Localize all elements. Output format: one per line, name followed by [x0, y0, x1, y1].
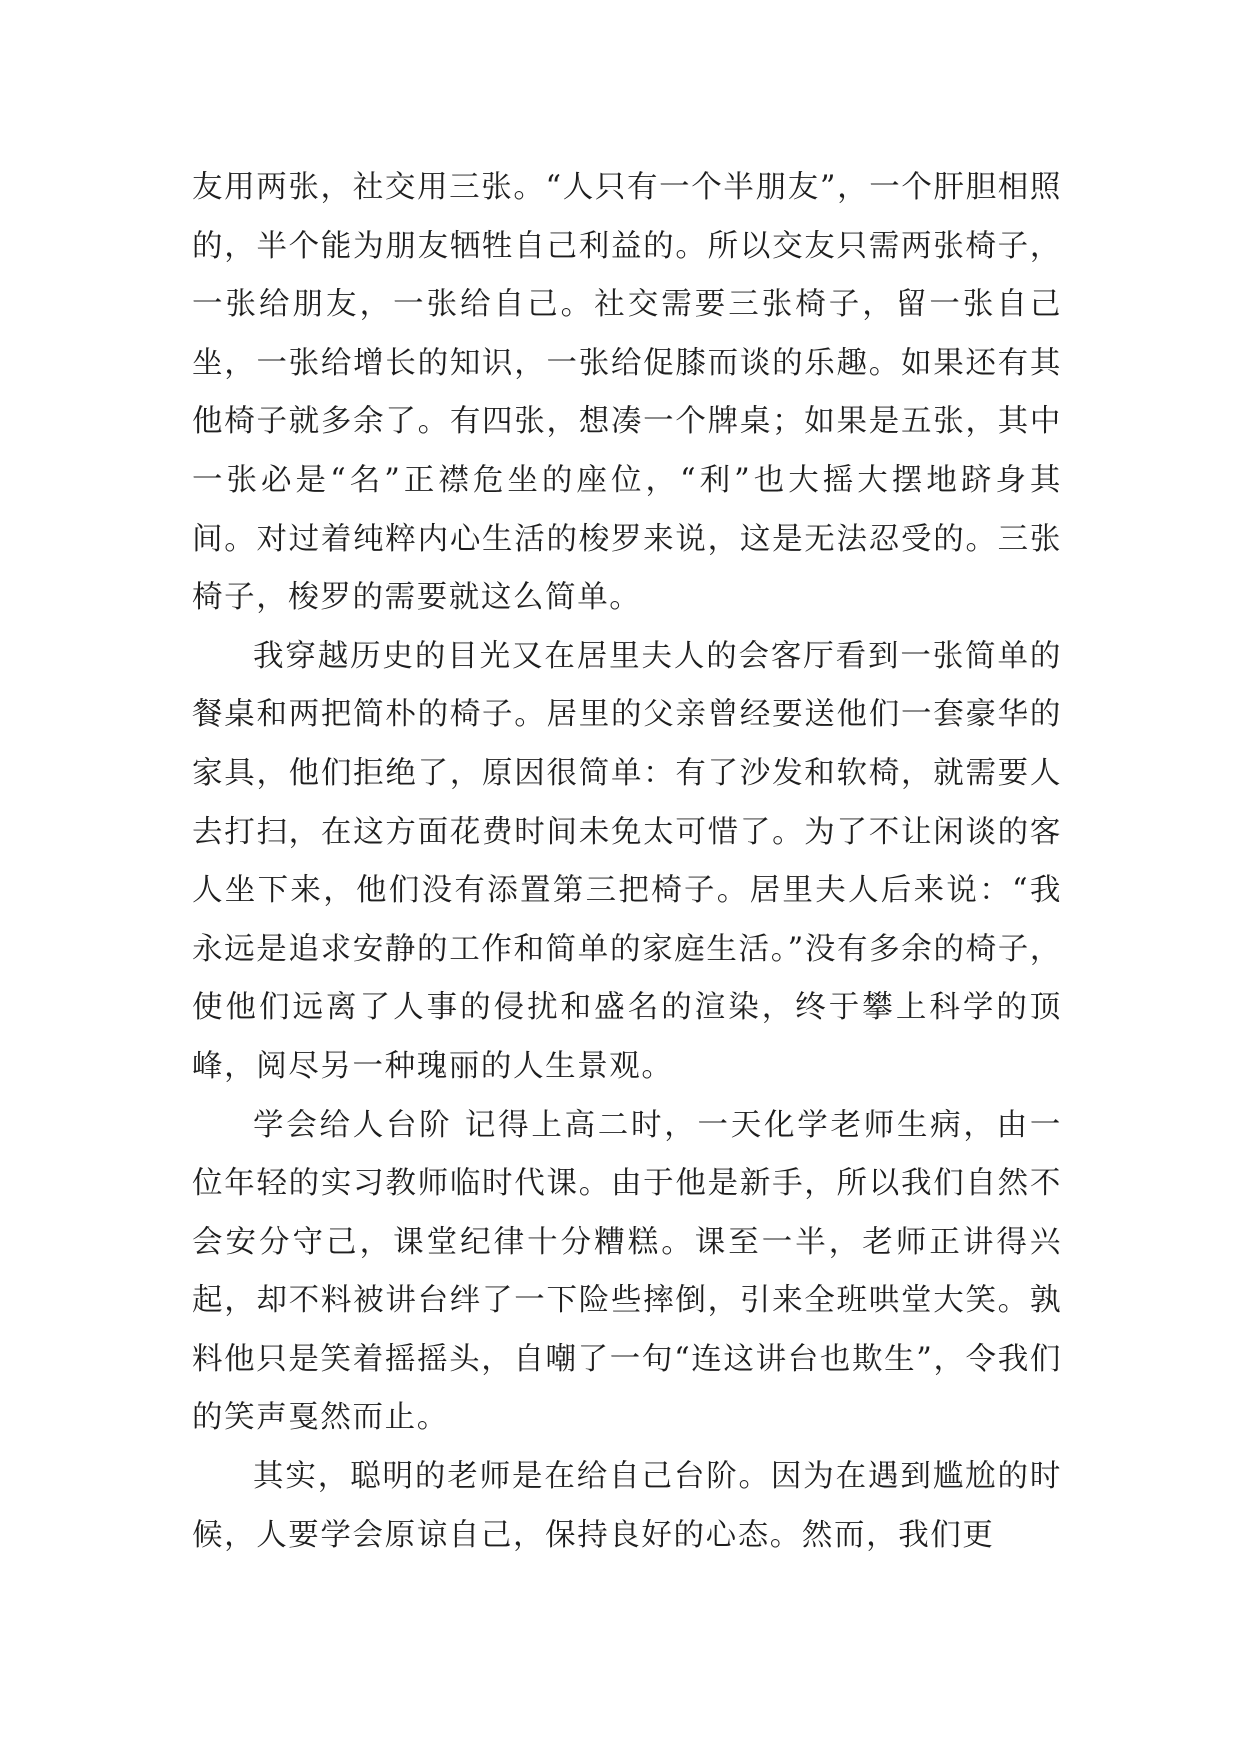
paragraph-3: 学会给人台阶 记得上高二时，一天化学老师生病，由一位年轻的实习教师临时代课。由于他是新手，所以我们自然不会安分守己，课堂纪律十分糟糕。课至一半，老师正讲得兴起，却不料被讲台绊了一下险些摔倒，引来全班哄堂大笑。孰料他只是笑着摇摇头，自嘲了一句“连这讲台也欺生”，令我们的笑声戛然而止。 [192, 1107, 1062, 1436]
paragraph-4: 其实，聪明的老师是在给自己台阶。因为在遇到尴尬的时候，人要学会原谅自己，保持良好的心态。然而，我们更 [192, 1459, 1062, 1553]
paragraph-1: 友用两张，社交用三张。“人只有一个半朋友”，一个肝胆相照的，半个能为朋友牺牲自己利益的。所以交友只需两张椅子，一张给朋友，一张给自己。社交需要三张椅子，留一张自己坐，一张给增长的知识，一张给促膝而谈的乐趣。如果还有其他椅子就多余了。有四张，想凑一个牌桌；如果是五张，其中一张必是“名”正襟危坐的座位，“利”也大摇大摆地跻身其间。对过着纯粹内心生活的梭罗来说，这是无法忍受的。三张椅子，梭罗的需要就这么简单。 [192, 170, 1062, 616]
document-body [192, 159, 1062, 1565]
paragraph-2: 我穿越历史的目光又在居里夫人的会客厅看到一张简单的餐桌和两把简朴的椅子。居里的父亲曾经要送他们一套豪华的家具，他们拒绝了，原因很简单：有了沙发和软椅，就需要人去打扫，在这方面花费时间未免太可惜了。为了不让闲谈的客人坐下来，他们没有添置第三把椅子。居里夫人后来说：“我永远是追求安静的工作和简单的家庭生活。”没有多余的椅子，使他们远离了人事的侵扰和盛名的渲染，终于攀上科学的顶峰，阅尽另一种瑰丽的人生景观。 [192, 638, 1062, 1084]
